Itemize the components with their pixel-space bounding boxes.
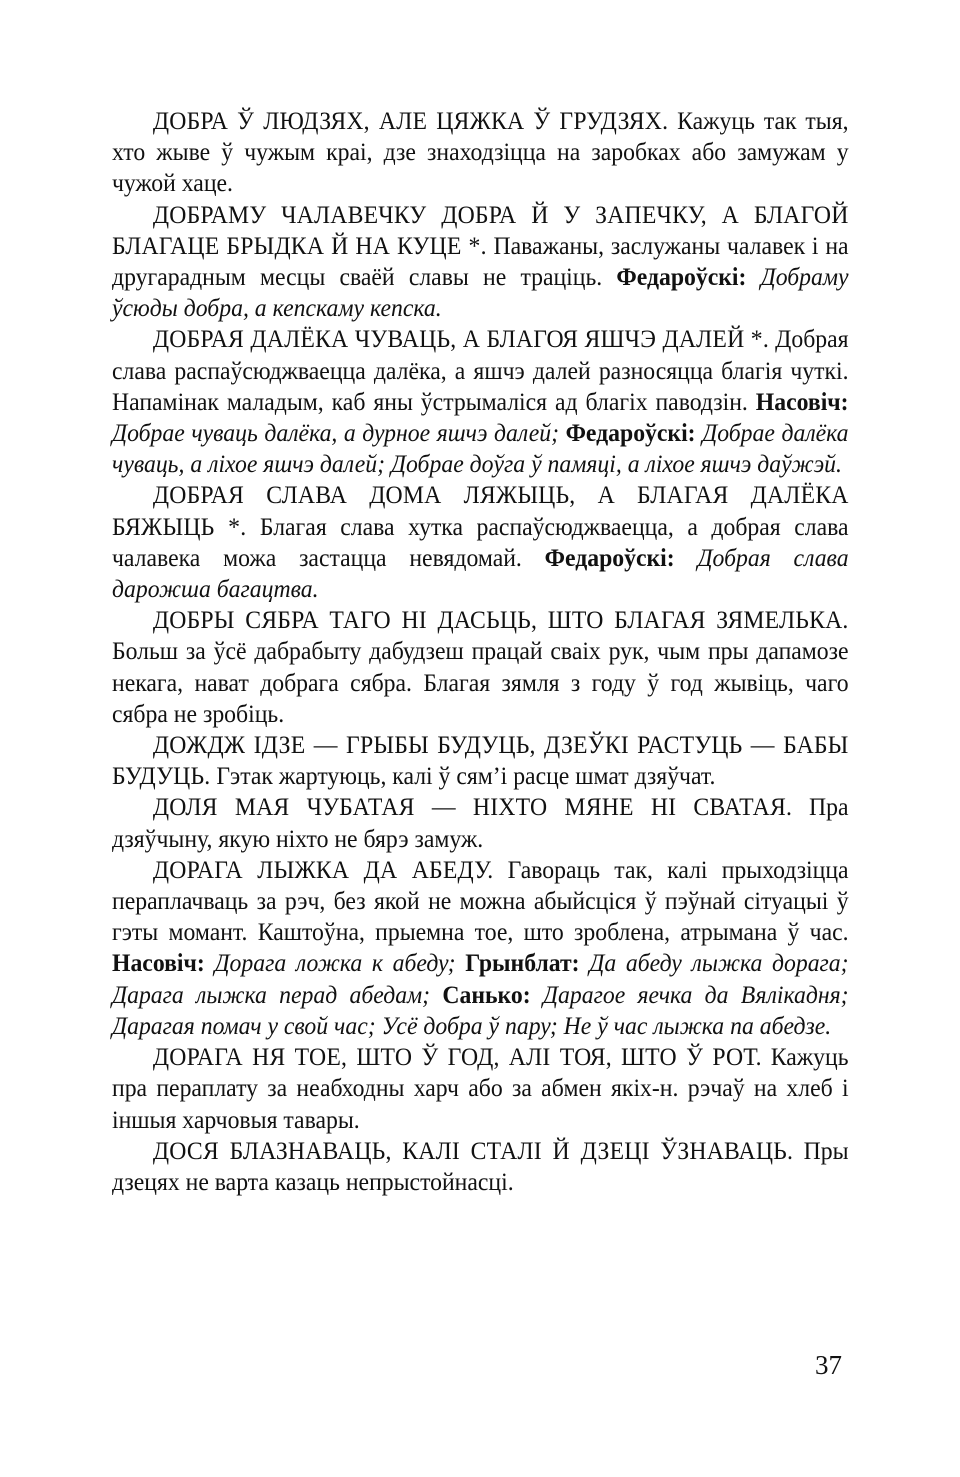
entry-headword: ДОБРАМУ ЧАЛАВЕЧКУ ДОБРА Й У ЗАПЕЧКУ, А БЛАГОЙ БЛАГАЦЕ БРЫДКА Й НА КУЦЕ *. (112, 199, 849, 260)
entry-headword: ДОЛЯ МАЯ ЧУБАТАЯ — НІХТО МЯНЕ НІ СВАТАЯ. (152, 792, 793, 822)
source-author: Насовіч: (755, 386, 849, 416)
dictionary-entry (112, 323, 849, 479)
entry-body: Больш за ўсё дабрабыту дабудзеш працай сваіх рук, чым пры дапамозе некага, нават добрага сябра. Благая зямля з году ў год жывіць, чаго сябра не зробіць. (112, 636, 849, 728)
entry-body: Пра дзяўчыну, якую ніхто не бярэ замуж. (112, 792, 849, 853)
source-quote: Дорага ложка к абеду; (204, 948, 466, 978)
source-quote: Добрае чуваць далёка, а дурное яшчэ далей; (112, 418, 566, 448)
entry-body: Гэтак жартуюць, калі ў сям’і расце шмат дзяўчат. (210, 761, 716, 791)
entry-headword: ДОЖДЖ ІДЗЕ — ГРЫБЫ БУДУЦЬ, ДЗЕЎКІ РАСТУЦЬ — БАБЫ БУДУЦЬ. (112, 730, 849, 791)
entry-body: Паважаны, заслужаны чалавек і на другарадным месцы сваёй славы не траціць. (112, 230, 849, 292)
entry-headword: ДОСЯ БЛАЗНАВАЦЬ, КАЛІ СТАЛІ Й ДЗЕЦІ ЎЗНАВАЦЬ. (152, 1135, 794, 1165)
dictionary-entry (112, 604, 849, 729)
dictionary-entry (112, 199, 849, 324)
entry-headword: ДОБРА Ў ЛЮДЗЯХ, АЛЕ ЦЯЖКА Ў ГРУДЗЯХ. (152, 106, 669, 135)
dictionary-entry (112, 1135, 849, 1197)
source-quote: Добраму ўсюды добра, а кепскаму кепска. (112, 262, 849, 323)
dictionary-entry (112, 1041, 849, 1135)
source-quote: Добрае далёка чуваць, а ліхое яшчэ далей; Добрае доўга ў памяці, а ліхое яшчэ даўжэй. (112, 418, 849, 479)
entry-headword: ДОБРЫ СЯБРА ТАГО НІ ДАСЬЦЬ, ШТО БЛАГАЯ ЗЯМЕЛЬКА. (152, 605, 849, 635)
entry-headword: ДОРАГА НЯ ТОЕ, ШТО Ў ГОД, АЛІ ТОЯ, ШТО Ў РОТ. (152, 1042, 762, 1072)
entry-headword: ДОБРАЯ ДАЛЁКА ЧУВАЦЬ, А БЛАГОЯ ЯШЧЭ ДАЛЕЙ *. (152, 324, 769, 354)
entry-body: Пры дзецях не варта казаць непрыстойнасці. (112, 1135, 849, 1196)
source-author: Федароўскі: (565, 418, 696, 448)
entry-headword: ДОРАГА ЛЫЖКА ДА АБЕДУ. (152, 854, 494, 884)
dictionary-entry (112, 729, 849, 791)
source-author: Грынблат: (465, 948, 580, 978)
source-author: Насовіч: (112, 948, 205, 978)
source-author: Федароўскі: (544, 542, 675, 572)
dictionary-entry (112, 479, 849, 604)
source-author: Федароўскі: (616, 262, 747, 292)
entry-body: Добрая слава распаўсюджваецца далёка, а яшчэ далей разносяцца благія чуткі. Напамінак маладым, каб яны ўстрымаліся ад благіх паводзін. (112, 324, 849, 416)
entry-body: Гавораць так, калі прыходзіцца пераплачваць за рэч, без якой не можна абыйсціся ў пэўнай сітуацыі ў гэты момант. Каштоўна, прыемна тое, што зроблена, атрымана ў час. (112, 854, 849, 947)
entry-body: Благая слава хутка распаўсюджваецца, а добрая слава чалавека можа застацца невядомай. (112, 511, 849, 572)
page-text-column (112, 105, 849, 1197)
source-quote: Да абеду лыжка дорага; Дарага лыжка перад абедам; (112, 948, 849, 1009)
dictionary-entry (112, 105, 849, 199)
source-author: Санько: (442, 979, 531, 1009)
entry-body: Кажуць пра пераплату за неабходны харч або за абмен якіх-н. рэчаў на хлеб і іншыя харчовыя тавары. (112, 1042, 849, 1134)
source-quote: Добрая слава дарожша багацтва. (112, 542, 849, 604)
entry-headword: ДОБРАЯ СЛАВА ДОМА ЛЯЖЫЦЬ, А БЛАГАЯ ДАЛЁКА БЯЖЫЦЬ *. (112, 480, 849, 541)
source-quote: Дарагое яечка да Вялікадня; Дарагая помач у свой час; Усё добра ў пару; Не ў час лыжка па абедзе. (112, 979, 849, 1040)
dictionary-entry (112, 854, 849, 1041)
page-number: 37 (815, 1350, 842, 1380)
dictionary-entry (112, 791, 849, 853)
entry-body: Кажуць так тыя, хто жыве ў чужым краі, дзе знаходзіцца на заробках або замужам у чужой хаце. (112, 106, 849, 198)
